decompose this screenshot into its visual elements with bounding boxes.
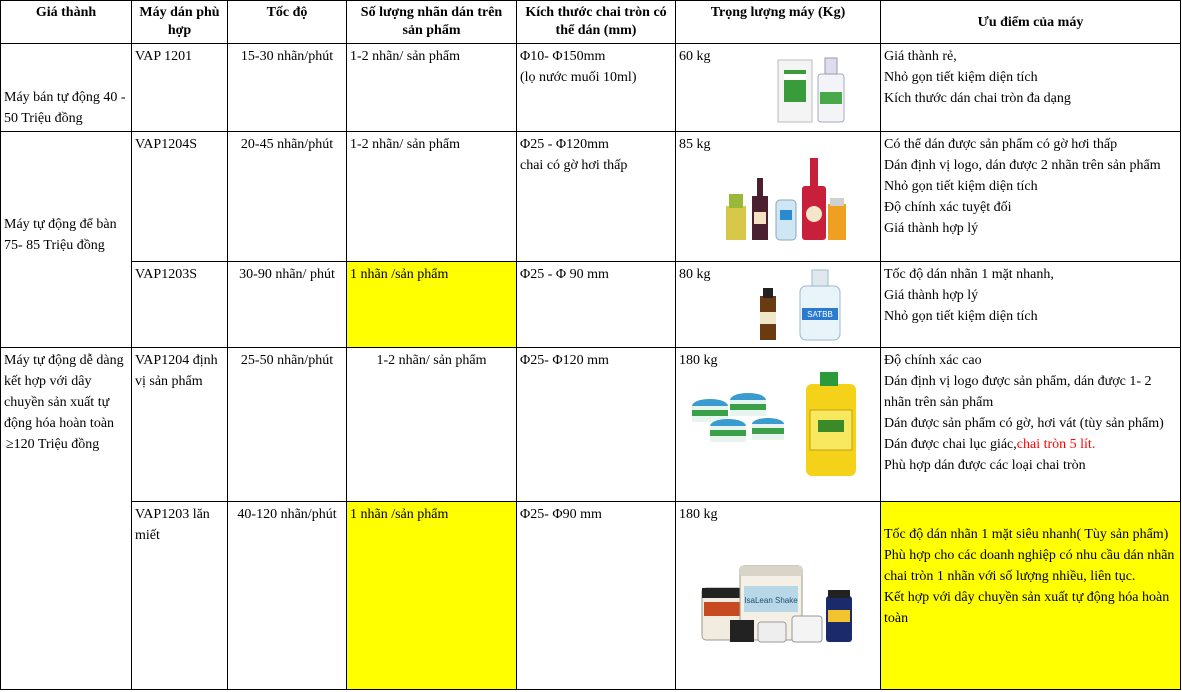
advantages-cell: Có thể dán được sản phẩm có gờ hơi thấp Dán định vị logo, dán được 2 nhãn trên sản phẩm Nhỏ gọn tiết kiệm diện tích Độ chính xác tuyệt đối Giá thành hợp lý [881, 132, 1181, 262]
labels-cell: 1 nhãn /sản phẩm [347, 502, 517, 690]
header-labels: Số lượng nhãn dán trên sản phẩm [347, 1, 517, 44]
machine-cell: VAP 1201 [132, 44, 228, 132]
size-cell: Φ25- Φ120 mm [517, 348, 676, 502]
product-image-saline-bottle [776, 48, 856, 128]
weight-cell: 180 kg IsaLean Shake [676, 502, 881, 690]
advantages-cell: Tốc độ dán nhãn 1 mặt siêu nhanh( Tùy sản phẩm) Phù hợp cho các doanh nghiệp có nhu cầu dán nhãn chai tròn 1 nhãn với số lượng nhiều, liên tục. Kết hợp với dây chuyền sản xuất tự động hóa hoàn toàn [881, 502, 1181, 690]
weight-cell: 85 kg [676, 132, 881, 262]
speed-cell: 25-50 nhãn/phút [228, 348, 347, 502]
machine-cell: VAP1204 định vị sản phẩm [132, 348, 228, 502]
product-image-tubs-and-oil [688, 370, 878, 490]
speed-cell: 15-30 nhãn/phút [228, 44, 347, 132]
header-size: Kích thước chai tròn có thể dán (mm) [517, 1, 676, 44]
machine-cell: VAP1203 lăn miết [132, 502, 228, 690]
speed-cell: 30-90 nhãn/ phút [228, 262, 347, 348]
product-image-bottles [724, 156, 854, 256]
header-machine: Máy dán phù hợp [132, 1, 228, 44]
table-row [1, 502, 1181, 690]
labels-cell: 1-2 nhãn/ sản phẩm [347, 44, 517, 132]
table-row [1, 262, 1181, 348]
machine-cell: VAP1204S [132, 132, 228, 262]
table-row [1, 44, 1181, 132]
labels-cell: 1-2 nhãn/ sản phẩm [347, 132, 517, 262]
header-advantages: Ưu điểm của máy [881, 1, 1181, 44]
table-row [1, 348, 1181, 502]
header-price: Giá thành [1, 1, 132, 44]
machine-cell: VAP1203S [132, 262, 228, 348]
advantages-cell: Giá thành rẻ, Nhỏ gọn tiết kiệm diện tích Kích thước dán chai tròn đa dạng [881, 44, 1181, 132]
product-image-supplement-jars [700, 562, 870, 652]
weight-cell: 80 kg SATBB [676, 262, 881, 348]
product-label-text: SATBB [807, 310, 833, 319]
weight-cell: 180 kg [676, 348, 881, 502]
header-weight: Trọng lượng máy (Kg) [676, 1, 881, 44]
header-speed: Tốc độ [228, 1, 347, 44]
price-cell: Máy bán tự động 40 - 50 Triệu đồng [1, 44, 132, 132]
advantages-cell: Độ chính xác cao Dán định vị logo được sản phẩm, dán được 1- 2 nhãn trên sản phẩm Dán được sản phẩm có gờ, hơi vát (tùy sản phẩm) Dán được chai lục giác,chai tròn 5 lít. Phù hợp dán được các loại chai tròn [881, 348, 1181, 502]
size-cell: Φ25 - Φ120mm chai có gờ hơi thấp [517, 132, 676, 262]
size-cell: Φ10- Φ150mm (lọ nước muối 10ml) [517, 44, 676, 132]
speed-cell: 40-120 nhãn/phút [228, 502, 347, 690]
price-cell: Máy tự động để bàn 75- 85 Triệu đồng [1, 132, 132, 348]
header-row [1, 1, 1181, 44]
table-row [1, 132, 1181, 262]
adv-hexagon-bottle: Dán được chai lục giác,chai tròn 5 lít. [884, 437, 1096, 452]
weight-cell: 60 kg [676, 44, 881, 132]
product-label-text: IsaLean Shake [744, 596, 798, 605]
product-image-small-bottles [752, 268, 862, 344]
labels-cell: 1-2 nhãn/ sản phẩm [347, 348, 517, 502]
speed-cell: 20-45 nhãn/phút [228, 132, 347, 262]
size-cell: Φ25 - Φ 90 mm [517, 262, 676, 348]
advantages-cell: Tốc độ dán nhãn 1 mặt nhanh, Giá thành hợp lý Nhỏ gọn tiết kiệm diện tích [881, 262, 1181, 348]
size-cell: Φ25- Φ90 mm [517, 502, 676, 690]
labels-cell: 1 nhãn /sản phẩm [347, 262, 517, 348]
price-cell: Máy tự động dễ dàng kết hợp với dây chuyền sản xuất tự động hóa hoàn toàn ≥120 Triệu đồng [1, 348, 132, 690]
